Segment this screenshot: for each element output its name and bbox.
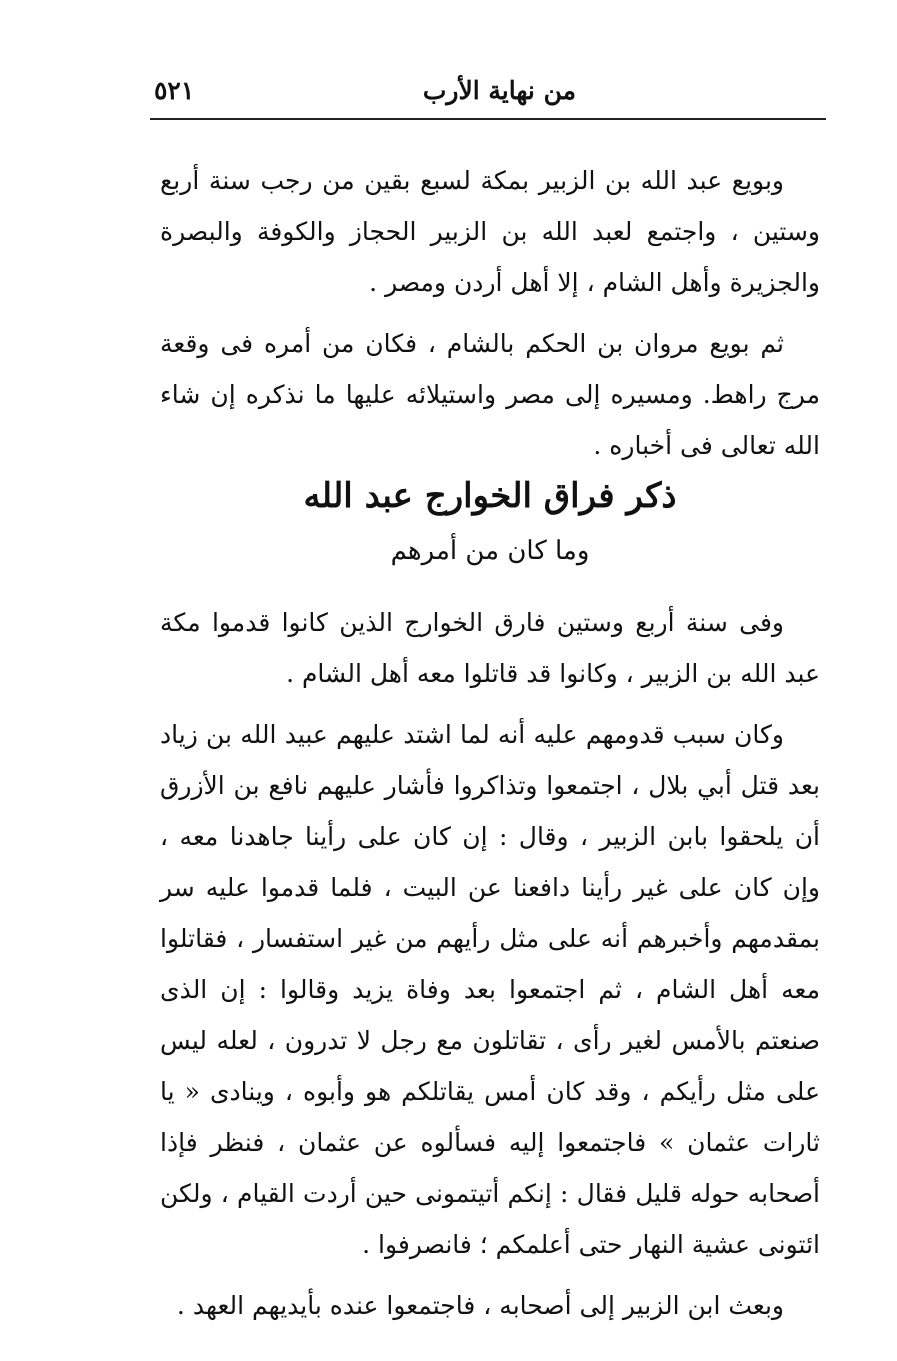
- paragraph-cause-of-arrival: وكان سبب قدومهم عليه أنه لما اشتد عليهم عبيد الله بن زياد بعد قتل أبي بلال ، اجتمعوا وتذاكروا فأشار عليهم نافع بن الأزرق أن يلحقوا بابن الزبير ، وقال : إن كان على رأينا جاهدنا معه ، وإن كان على غير رأينا دافعنا عن البيت ، فلما قدموا عليه سر بمقدمهم وأخبرهم أنه على مثل رأيهم من غير استفسار ، فقاتلوا معه أهل الشام ، ثم اجتمعوا بعد وفاة يزيد وقالوا : إن الذى صنعتم بالأمس لغير رأى ، تقاتلون مع رجل لا تدرون ، لعله ليس على مثل رأيكم ، وقد كان أمس يقاتلكم هو وأبوه ، وينادى « يا ثارات عثمان » فاجتمعوا إليه فسألوه عن عثمان ، فنظر فإذا أصحابه حوله قليل فقال : إنكم أتيتمونى حين أردت القيام ، ولكن ائتونى عشية النهار حتى أعلمكم ؛ فانصرفوا .: [160, 720, 820, 1259]
- section-subtitle: وما كان من أمرهم: [390, 536, 590, 566]
- paragraph-kharijites-departure: وفى سنة أربع وستين فارق الخوارج الذين كانوا قدموا مكة عبد الله بن الزبير ، وكانوا قد قاتلوا معه أهل الشام .: [160, 608, 820, 688]
- running-title: من نهاية الأرب: [422, 76, 576, 105]
- paragraph-bayah-ibn-zubayr: وبويع عبد الله بن الزبير بمكة لسبع بقين من رجب سنة أربع وستين ، واجتمع لعبد الله بن الزبير الحجاز والكوفة والبصرة والجزيرة وأهل الشام ، إلا أهل أردن ومصر .: [160, 166, 820, 297]
- paragraph-bayah-marwan: ثم بويع مروان بن الحكم بالشام ، فكان من أمره فى وقعة مرج راهط. ومسيره إلى مصر واستيلائه عليها ما نذكره إن شاء الله تعالى فى أخباره .: [160, 329, 820, 460]
- section-body: [160, 597, 820, 1331]
- page-header: [150, 70, 826, 120]
- intro-text: [160, 155, 820, 471]
- paragraph-ibn-zubayr-companions: وبعث ابن الزبير إلى أصحابه ، فاجتمعوا عنده بأيديهم العهد .: [176, 1291, 784, 1320]
- section-title: ذكر فراق الخوارج عبد الله: [303, 476, 677, 516]
- page-number: ٥٢١: [154, 76, 195, 105]
